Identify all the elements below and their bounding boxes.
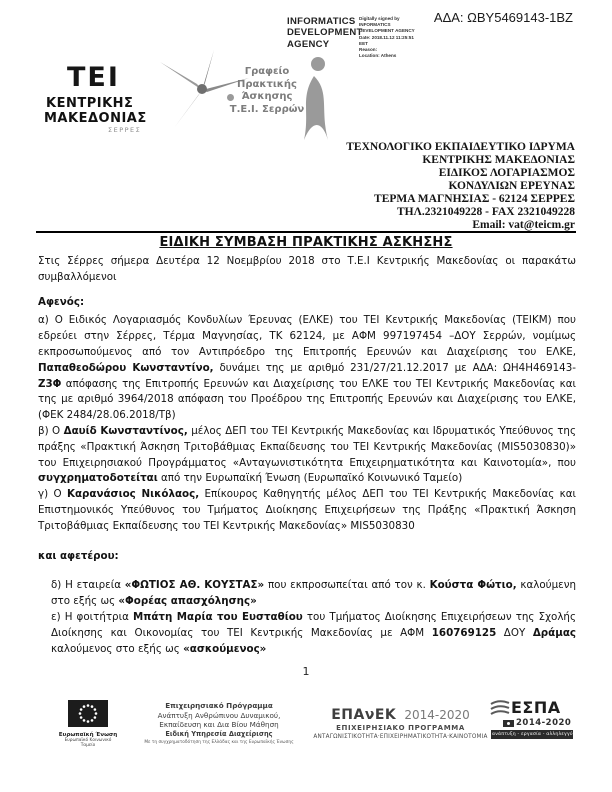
intro-paragraph: Στις Σέρρες σήμερα Δευτέρα 12 Νοεμβρίου 2018 στο Τ.Ε.Ι Κεντρικής Μακεδονίας οι παρακάτω συμβαλλόμενοι bbox=[38, 255, 576, 283]
ada-number: ΑΔΑ: ΩΒΥ5469143-1ΒΖ bbox=[433, 10, 573, 25]
eu-flag-block bbox=[57, 700, 119, 748]
paragraph-a: α) Ο Ειδικός Λογαριασμός Κονδυλίων Έρευνας (ΕΛΚΕ) του ΤΕΙ Κεντρικής Μακεδονίας (ΤΕΙΚΜ) που εδρεύει στην Σέρρες, Τέρμα Μαγνησίας, ΤΚ 62124, με ΑΦΜ 997197454 –ΔΟΥ Σερρών, νομίμως εκπροσωπούμενος από τον Αντιπρόεδρο της Επιτροπής Ερευνών και Διαχείρισης του ΕΛΚΕ, Παπαθεοδώρου Κωνσταντίνο, δυνάμει της με αριθμό 231/27/21.12.2017 με ΑΔΑ: ΩΗ4Η469143-Ζ3Φ απόφασης της Επιτροπής Ερευνών και Διαχείρισης του ΕΛΚΕ του ΤΕΙ Κεντρικής Μακεδονίας και της με αριθμό 3964/2018 απόφαση του Προέδρου της Επιτροπής Ερευνών και Διαχείρισης του ΕΛΚΕ,(ΦΕΚ 2484/28.06.2018/Τβ) bbox=[38, 314, 576, 422]
program-cofunding-line: Με τη συγχρηματοδότηση της Ελλάδας και της Ευρωπαϊκής Ένωσης bbox=[144, 740, 294, 746]
paragraph-b: β) Ο Δαυίδ Κωνσταντίνος, μέλος ΔΕΠ του ΤΕΙ Κεντρικής Μακεδονίας και Ιδρυματικός Υπεύθυνος της πράξης «Πρακτική Άσκηση Τριτοβάθμιας Εκπαίδευσης του ΤΕΙ Κεντρικής Μακεδονίας (MIS5030830)» του Επιχειρησιακού Προγράμματος «Ανταγωνιστικότητα Επιχειρηματικότητα και Καινοτομία», που συγχρηματοδοτείται από την Ευρωπαϊκή Ένωση (Ευρωπαϊκό Κοινωνικό Ταμείο) bbox=[38, 424, 576, 485]
espa-logo bbox=[489, 698, 576, 739]
stamp-line: Πρακτικής bbox=[237, 78, 297, 90]
header-divider-rule bbox=[36, 231, 576, 233]
signature-detail-line: Digitally signed by bbox=[359, 16, 400, 21]
signature-detail-line: Reason: bbox=[359, 46, 378, 52]
espa-waves-icon bbox=[489, 700, 511, 716]
tei-logo-region-line2: ΜΑΚΕΔΟΝΙΑΣ bbox=[44, 111, 147, 126]
signature-detail-line: INFORMATICS bbox=[359, 22, 391, 28]
program-line: Επιχειρησιακό Πρόγραμμα bbox=[165, 701, 273, 710]
signature-detail-line: Location: Athens bbox=[359, 53, 397, 59]
page-number: 1 bbox=[302, 665, 310, 678]
program-line: Ειδική Υπηρεσία Διαχείρισης bbox=[165, 730, 273, 739]
signature-detail-line: Date: 2018.11.12 11:25:51 bbox=[359, 34, 414, 40]
signature-detail-line: EET bbox=[359, 40, 368, 46]
espa-name: ΕΣΠΑ bbox=[511, 698, 561, 717]
org-header-line: ΤΕΡΜΑ ΜΑΓΝΗΣΙΑΣ - 62124 ΣΕΡΡΕΣ bbox=[374, 193, 575, 205]
stamp-dot-icon bbox=[227, 94, 234, 101]
espa-tagline-bar: ανάπτυξη - εργασία - αλληλεγγύη bbox=[492, 732, 576, 737]
afeterou-label: και αφετέρου: bbox=[38, 549, 119, 562]
paragraph-c: γ) Ο Καρανάσιος Νικόλαος, Επίκουρος Καθηγητής μέλος ΔΕΠ του ΤΕΙ Κεντρικής Μακεδονίας και Επιστημονικός Υπεύθυνος του Τμήματος Διοίκησης Επιχειρήσεων της Πράξης «Πρακτική Άσκηση Τριτοβάθμιας Εκπαίδευσης του ΤΕΙ Κεντρικής Μακεδονίας» MIS5030830 bbox=[38, 488, 577, 532]
signature-agency-name: INFORMATICS DEVELOPMENT AGENCY bbox=[287, 16, 363, 50]
stamp-line: Άσκησης bbox=[241, 91, 293, 102]
org-header bbox=[346, 141, 575, 232]
espa-flag-icon bbox=[503, 720, 514, 727]
eu-subcaption: Ευρωπαϊκό Κοινωνικό Ταμείο bbox=[64, 738, 112, 748]
epanek-logo bbox=[313, 704, 488, 740]
page-title: ΕΙΔΙΚΗ ΣΥΜΒΑΣΗ ΠΡΑΚΤΙΚΗΣ ΑΣΚΗΣΗΣ bbox=[159, 235, 453, 250]
paragraph-e: ε) Η φοιτήτρια Μπάτη Μαρία του Ευσταθίου του Τμήματος Διοίκησης Επιχειρήσεων της Σχολής Διοίκησης και Οικονομίας του ΤΕΙ Κεντρικής Μακεδονίας με ΑΦΜ 160769125 ΔΟΥ Δράμας καλούμενος στο εξής ως «ασκούμενος» bbox=[51, 610, 577, 655]
epanek-name: ΕΠΑνΕΚ bbox=[331, 707, 397, 723]
epanek-tagline: ΑΝΤΑΓΩΝΙΣΤΙΚΟΤΗΤΑ·ΕΠΙΧΕΙΡΗΜΑΤΙΚΟΤΗΤΑ·ΚΑΙΝΟΤΟΜΙΑ bbox=[313, 734, 488, 740]
tei-logo-region-line1: ΚΕΝΤΡΙΚΗΣ bbox=[46, 96, 134, 111]
tei-logo-city: ΣΕΡΡΕΣ bbox=[108, 126, 142, 134]
org-header-line: ΤΗΛ.2321049228 - FAX 2321049228 bbox=[397, 206, 575, 218]
stamp-line: Γραφείο bbox=[244, 66, 290, 77]
afenos-label: Αφενός: bbox=[38, 295, 85, 308]
eu-flag-icon bbox=[68, 700, 108, 727]
funding-footer bbox=[0, 696, 612, 768]
eu-caption: Ευρωπαϊκή Ένωση bbox=[58, 732, 118, 738]
org-header-line: Email: vat@teicm.gr bbox=[472, 219, 575, 231]
espa-years: 2014-2020 bbox=[516, 718, 572, 728]
epanek-years: 2014-2020 bbox=[404, 708, 470, 722]
document-body bbox=[38, 254, 576, 657]
stamp-figure-icon bbox=[292, 52, 340, 144]
program-line: Εκπαίδευση και Δια Βίου Μάθηση bbox=[159, 720, 279, 730]
operational-program-block bbox=[124, 701, 314, 747]
signature-detail-line: DEVELOPMENT AGENCY bbox=[359, 28, 415, 34]
signature-details bbox=[359, 16, 437, 59]
tei-logo-acronym: ΤΕΙ bbox=[67, 62, 120, 93]
org-header-line: ΤΕΧΝΟΛΟΓΙΚΟ ΕΚΠΑΙΔΕΥΤΙΚΟ ΙΔΡΥΜΑ bbox=[346, 141, 575, 153]
epanek-subtitle: ΕΠΙΧΕΙΡΗΣΙΑΚΟ ΠΡΟΓΡΑΜΜΑ bbox=[336, 724, 465, 732]
org-header-line: ΚΕΝΤΡΙΚΗΣ ΜΑΚΕΔΟΝΙΑΣ bbox=[422, 154, 575, 166]
paragraph-d: δ) Η εταιρεία «ΦΩΤΙΟΣ ΑΘ. ΚΟΥΣΤΑΣ» που εκπροσωπείται από τον κ. Κούστα Φώτιο, καλούμενη στο εξής ως «Φορέας απασχόλησης» bbox=[51, 579, 576, 608]
stamp-line: Τ.Ε.Ι. Σερρών bbox=[229, 103, 305, 115]
org-header-line: ΕΙΔΙΚΟΣ ΛΟΓΑΡΙΑΣΜΟΣ bbox=[438, 167, 575, 179]
program-line: Ανάπτυξη Ανθρώπινου Δυναμικού, bbox=[157, 710, 281, 720]
tei-logo-cluster bbox=[40, 58, 330, 148]
org-header-line: ΚΟΝΔΥΛΙΩΝ ΕΡΕΥΝΑΣ bbox=[448, 180, 575, 192]
